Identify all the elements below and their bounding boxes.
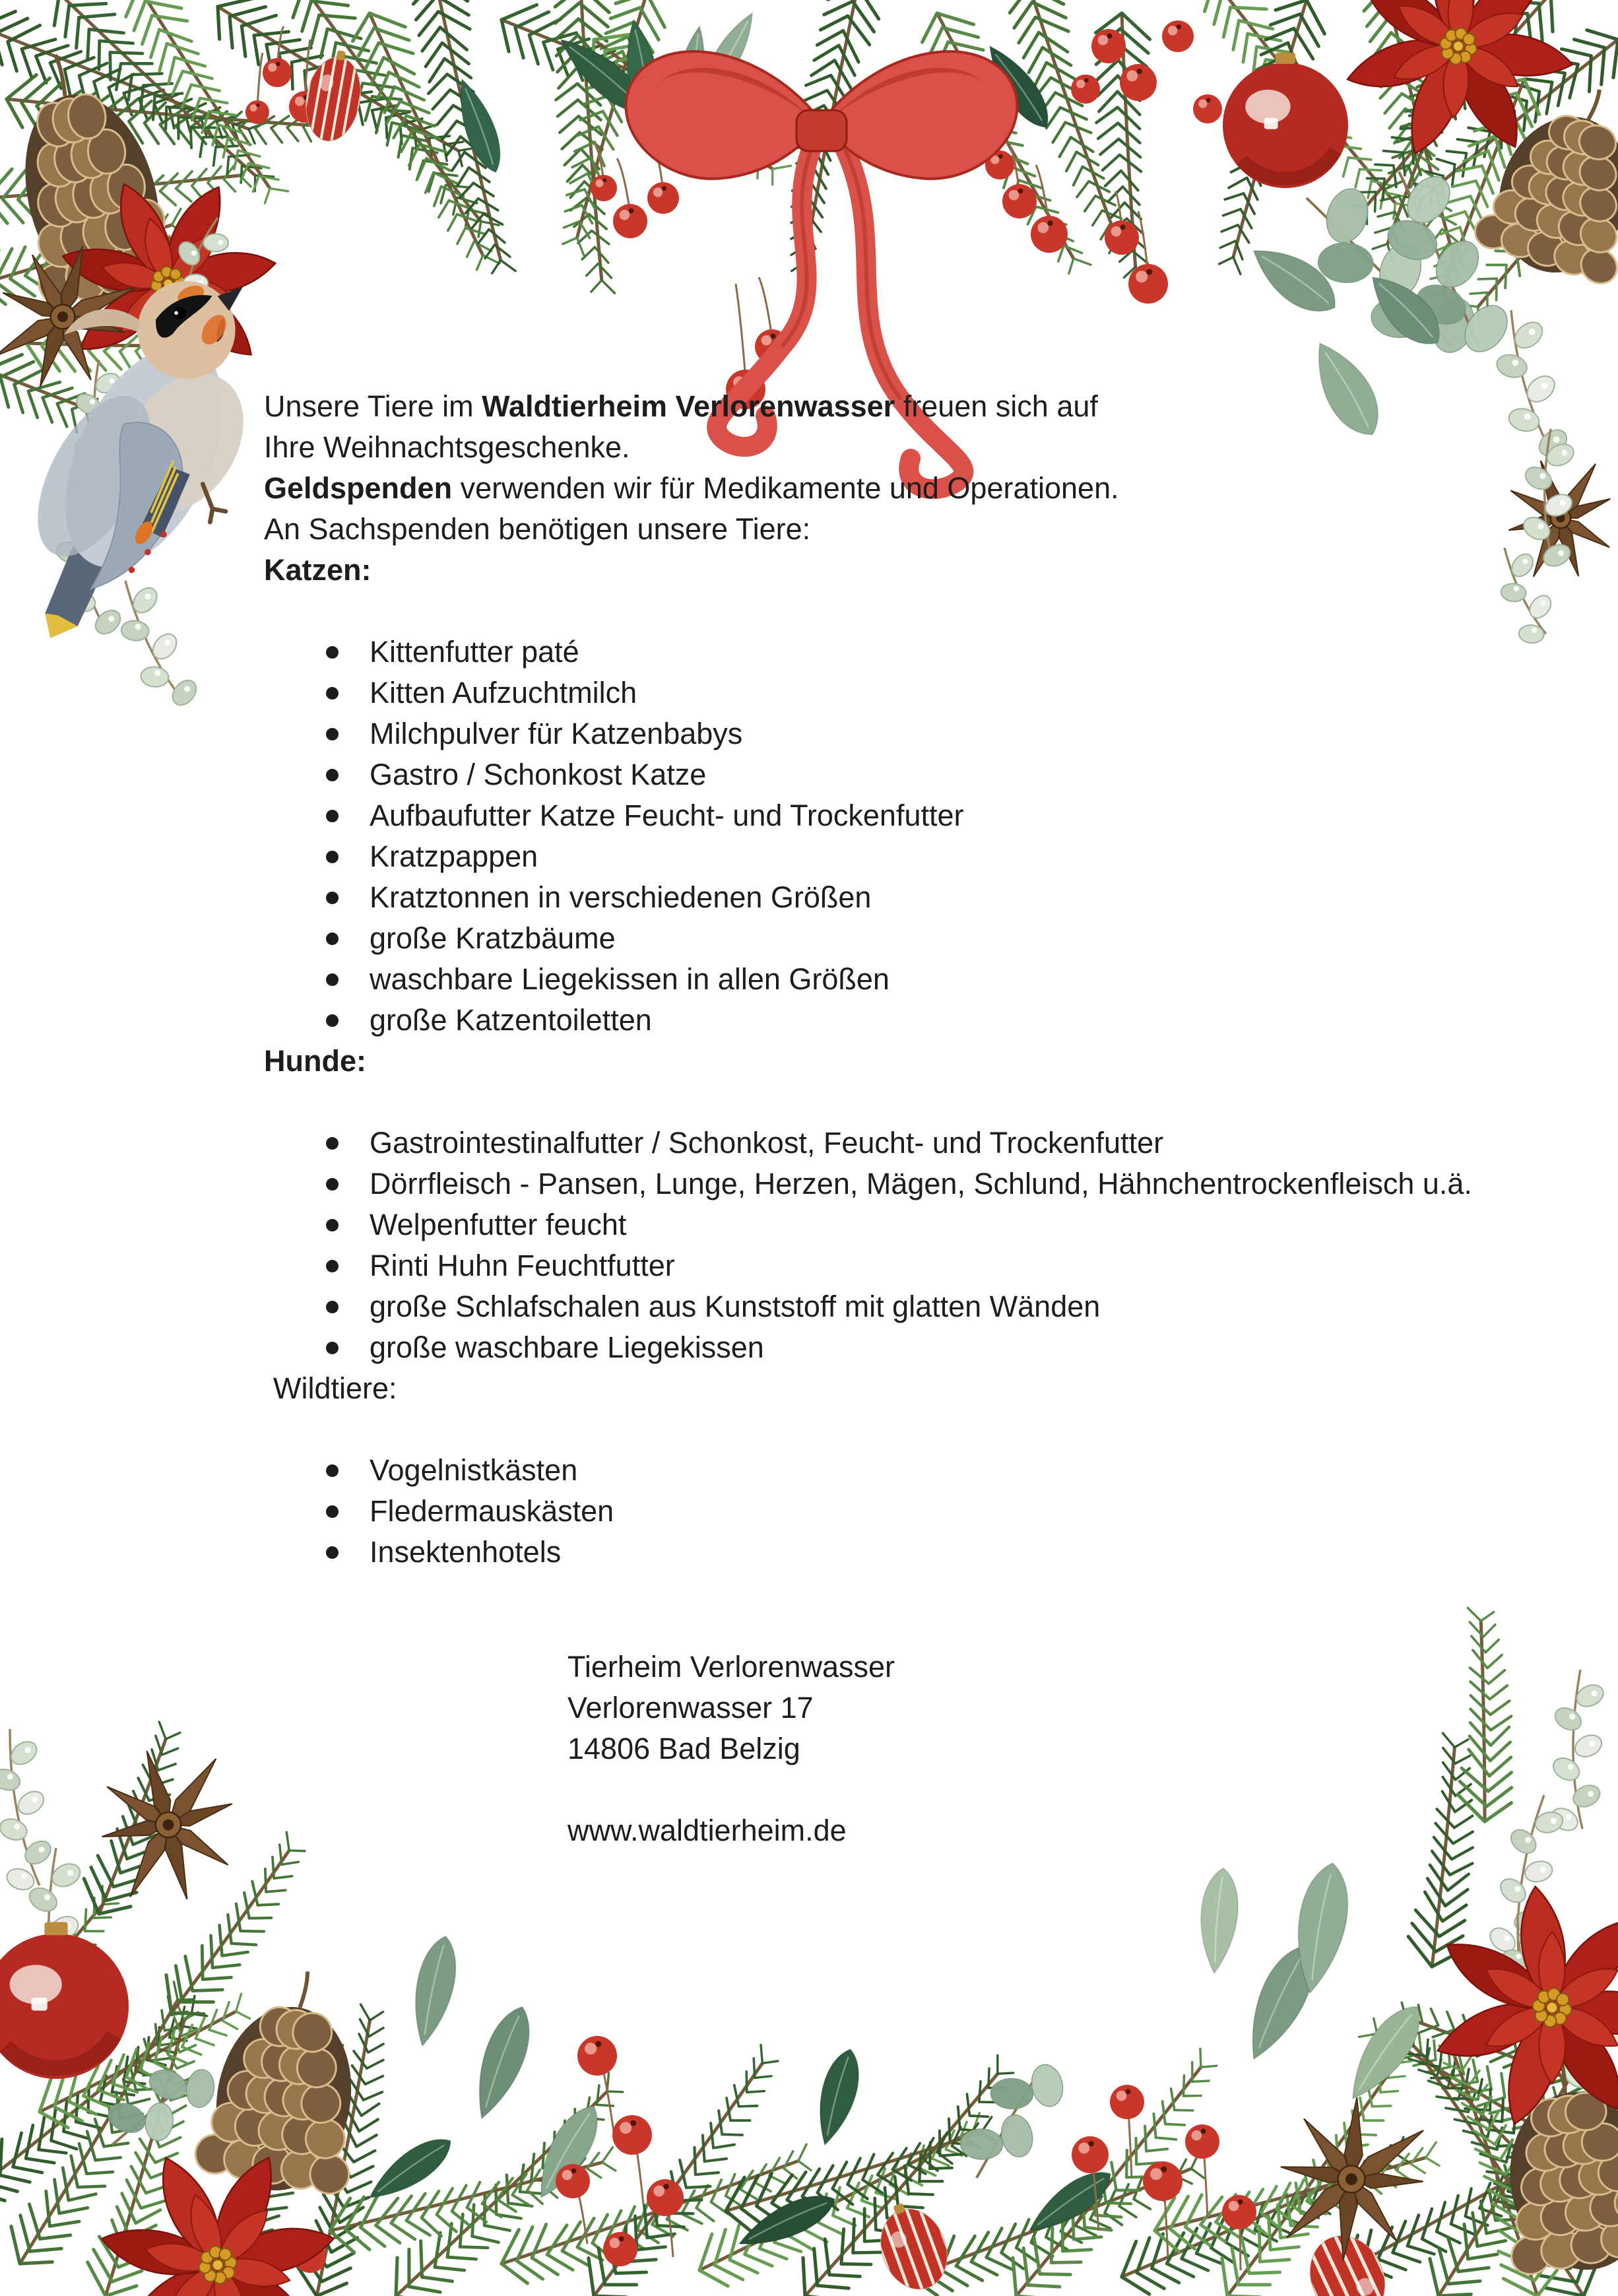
wishlist-intro: An Sachspenden benötigen unsere Tiere:: [264, 512, 811, 546]
list-item: Milchpulver für Katzenbabys: [264, 713, 1570, 754]
intro-text: Unsere Tiere im: [264, 389, 482, 423]
list-item: Kitten Aufzuchtmilch: [264, 672, 1570, 713]
list-item: große Schlafschalen aus Kunststoff mit glatten Wänden: [264, 1286, 1570, 1327]
list-item: große Katzentoiletten: [264, 1000, 1570, 1041]
section-heading-katzen: Katzen:: [264, 553, 372, 587]
list-item: große Kratzbäume: [264, 918, 1570, 959]
list-item: Gastrointestinalfutter / Schonkost, Feucht- und Trockenfutter: [264, 1123, 1570, 1164]
donations-keyword: Geldspenden: [264, 471, 453, 505]
list-item: Kratztonnen in verschiedenen Größen: [264, 877, 1570, 918]
list-item: Vogelnistkästen: [264, 1450, 1570, 1491]
list-item: Gastro / Schonkost Katze: [264, 754, 1570, 795]
list-item: große waschbare Liegekissen: [264, 1327, 1570, 1368]
list-item: Dörrfleisch - Pansen, Lunge, Herzen, Mägen, Schlund, Hähnchentrockenfleisch u.ä.: [264, 1164, 1570, 1204]
list-item: Welpenfutter feucht: [264, 1204, 1570, 1245]
address-street: Verlorenwasser 17: [567, 1691, 814, 1724]
shelter-name: Waldtierheim Verlorenwasser: [482, 389, 895, 423]
address-name: Tierheim Verlorenwasser: [567, 1650, 895, 1684]
section-heading-wildtiere: Wildtiere:: [273, 1371, 397, 1405]
website-url: www.waldtierheim.de: [567, 1814, 847, 1847]
wildtiere-list: [264, 1450, 1570, 1573]
intro-text-cont: freuen sich auf: [895, 389, 1098, 423]
flyer-body: [264, 386, 1570, 1851]
intro-line2: Ihre Weihnachtsgeschenke.: [264, 430, 630, 464]
hunde-list: [264, 1123, 1570, 1368]
list-item: Kratzpappen: [264, 836, 1570, 877]
list-item: Kittenfutter paté: [264, 632, 1570, 672]
address-city: 14806 Bad Belzig: [567, 1732, 800, 1765]
intro-paragraph: [264, 386, 1570, 468]
list-item: Aufbaufutter Katze Feucht- und Trockenfutter: [264, 795, 1570, 836]
address-block: [567, 1647, 1570, 1769]
section-heading-hunde: Hunde:: [264, 1044, 366, 1078]
list-item: Insektenhotels: [264, 1532, 1570, 1573]
list-item: Fledermauskästen: [264, 1491, 1570, 1532]
list-item: Rinti Huhn Feuchtfutter: [264, 1245, 1570, 1286]
list-item: waschbare Liegekissen in allen Größen: [264, 959, 1570, 1000]
donations-paragraph: [264, 468, 1570, 509]
katzen-list: [264, 632, 1570, 1041]
donations-text: verwenden wir für Medikamente und Operationen.: [452, 471, 1119, 505]
